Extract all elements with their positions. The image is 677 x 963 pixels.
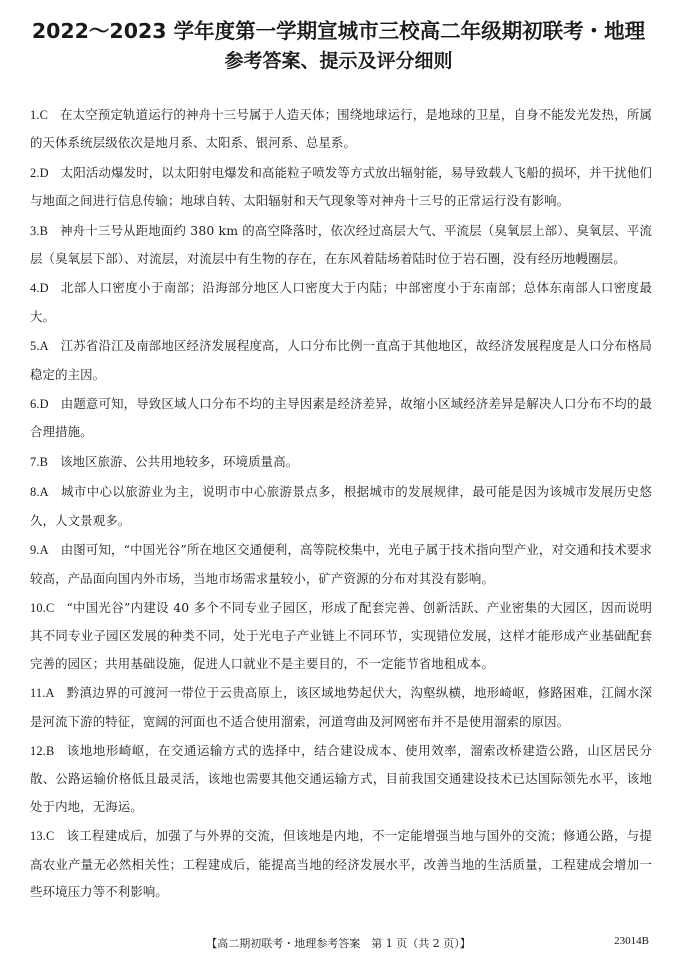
answer-number: 9.A: [30, 543, 49, 558]
page-subtitle: 参考答案、提示及评分细则: [224, 50, 453, 72]
answer-item: [30, 822, 652, 905]
answer-explanation: 由题意可知，导致区域人口分布不均的主导因素是经济差异，故缩小区域经济差异是解决人口分布不均的最合理措施。: [30, 396, 652, 440]
answer-explanation: 该地地形崎岖，在交通运输方式的选择中，结合建设成本、使用效率，溜索改桥建造公路，山区居民分散、公路运输价格低且最灵活，该地也需要其他交通运输方式，目前我国交通建设技术已达国际领先水平，该地处于内地，无海运。: [30, 742, 652, 814]
answer-explanation: 城市中心以旅游业为主，说明市中心旅游景点多，根据城市的发展规律，最可能是因为该城市发展历史悠久，人文景观多。: [30, 484, 652, 528]
answer-item: [30, 737, 652, 820]
answer-item: [30, 101, 652, 157]
answer-number: 7.B: [30, 454, 49, 469]
answer-item: [30, 478, 652, 534]
answer-item: [30, 332, 652, 388]
answer-item: [30, 679, 652, 735]
answer-explanation: 由图可知，“中国光谷”所在地区交通便利，高等院校集中，光电子属于技术指向型产业，对交通和技术要求较高，产品面向国内外市场，当地市场需求量较小，矿产资源的分布对其没有影响。: [30, 542, 652, 586]
answer-explanation: “中国光谷”内建设 40 多个不同专业子园区，形成了配套完善、创新活跃、产业密集的大园区，因而说明其不同专业子园区发展的种类不同，处于光电子产业链上不同环节，实现错位发展，这样才能形成产业基础配套完善的园区；共用基础设施，促进人口就业不是主要目的，不一定能节省地租成本。: [30, 599, 652, 671]
answer-number: 6.D: [30, 397, 49, 412]
answer-explanation: 黔滇边界的可渡河一带位于云贵高原上，该区域地势起伏大，沟壑纵横，地形崎岖，修路困难，江阔水深是河流下游的特征，宽阔的河面也不适合使用溜索，河道弯曲及河网密布并不是使用溜索的原因。: [30, 685, 652, 729]
answer-explanation: 江苏省沿江及南部地区经济发展程度高，人口分布比例一直高于其他地区，故经济发展程度是人口分布格局稳定的主因。: [30, 338, 652, 382]
answer-number: 1.C: [30, 108, 49, 122]
answer-number: 12.B: [30, 743, 55, 758]
answer-explanation: 北部人口密度小于南部；沿海部分地区人口密度大于内陆；中部密度小于东南部；总体东南部人口密度最大。: [30, 280, 652, 324]
answer-number: 10.C: [30, 600, 55, 615]
answer-number: 4.D: [30, 281, 49, 296]
footer-code: 23014B: [614, 935, 649, 947]
answer-number: 8.A: [30, 485, 49, 500]
answer-number: 2.D: [30, 165, 49, 180]
answer-item: [30, 536, 652, 592]
footer-label: 【高二期初联考・地理参考答案 第 1 页（共 2 页）】: [206, 937, 471, 950]
answer-item: [30, 217, 652, 273]
answer-explanation: 该工程建成后，加强了与外界的交流，但该地是内地，不一定能增强当地与国外的交流；修通公路，与提高农业产量无必然相关性；工程建成后，能提高当地的经济发展水平，改善当地的生活质量，工程建成会增加一些环境压力等不利影响。: [30, 828, 652, 899]
answer-list: [30, 101, 652, 907]
answer-item: [30, 159, 652, 215]
answer-item: [30, 274, 652, 330]
answer-item: [30, 448, 652, 476]
answer-explanation: 在太空预定轨道运行的神舟十三号属于人造天体；围绕地球运行，是地球的卫星，自身不能发光发热，所属的天体系统层级依次是地月系、太阳系、银河系、总星系。: [30, 107, 652, 151]
answer-number: 5.A: [30, 339, 49, 354]
answer-explanation: 神舟十三号从距地面约 380 km 的高空降落时，依次经过高层大气、平流层（臭氧层上部）、臭氧层、平流层（臭氧层下部）、对流层，对流层中有生物的存在，在东风着陆场着陆时位于岩石圈，没有经历地幔圈层。: [30, 222, 652, 267]
answer-item: [30, 594, 652, 677]
page-title: 2022～2023 学年度第一学期宣城市三校高二年级期初联考・地理: [31, 19, 646, 43]
answer-number: 13.C: [30, 829, 55, 844]
answer-explanation: 该地区旅游、公共用地较多，环境质量高。: [60, 453, 299, 469]
answer-number: 3.B: [30, 223, 49, 238]
answer-explanation: 太阳活动爆发时，以太阳射电爆发和高能粒子喷发等方式放出辐射能，易导致载人飞船的损坏，并干扰他们与地面之间进行信息传输；地球自转、太阳辐射和天气现象等对神舟十三号的正常运行没有影响。: [30, 164, 652, 209]
answer-item: [30, 390, 652, 446]
answer-number: 11.A: [30, 686, 55, 701]
